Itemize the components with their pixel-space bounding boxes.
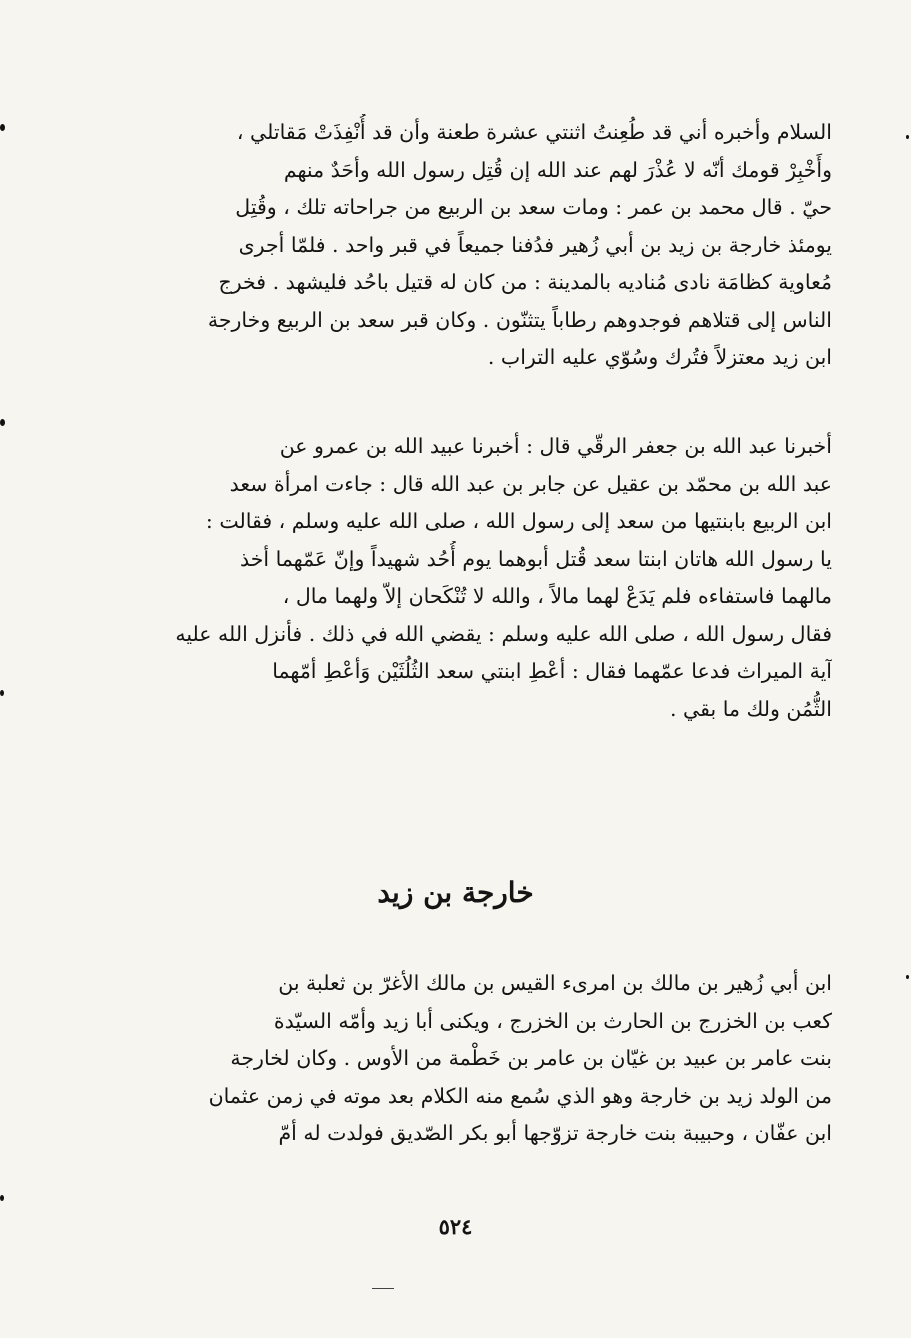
text-line: من الولد زيد بن خارجة وهو الذي سُمع منه الكلام بعد موته في زمن عثمان xyxy=(208,1083,832,1108)
paragraph-1 xyxy=(108,114,832,377)
paragraph-3 xyxy=(108,965,832,1153)
margin-speck xyxy=(0,419,5,426)
margin-speck xyxy=(906,975,909,979)
text-line: الناس إلى قتلاهم فوجدوهم رطاباً يتثنّون . وكان قبر سعد بن الربيع وخارجة xyxy=(207,307,832,332)
text-line: ابن عفّان ، وحبيبة بنت خارجة تزوّجها أبو بكر الصّديق فولدت له أمّ xyxy=(278,1121,832,1145)
text-line: بنت عامر بن عبيد بن غيّان بن عامر بن خَطْمة من الأوس . وكان لخارجة xyxy=(230,1046,832,1070)
text-line: وأَخْبِرْ قومك أنّه لا عُذْرَ لهم عند الله إن قُتِل رسول الله وأحَدٌ منهم xyxy=(283,157,832,182)
text-line: يا رسول الله هاتان ابنتا سعد قُتل أبوهما يوم أُحُد شهيداً وإنّ عَمّهما أخذ xyxy=(239,546,832,571)
page-number: ٥٢٤ xyxy=(438,1214,473,1239)
text-line: مالهما فاستفاءه فلم يَدَعْ لهما مالاً ، والله لا تُنْكَحان إلاّ ولهما مال ، xyxy=(282,584,832,608)
text-line: ابن أبي زُهير بن مالك بن امرىء القيس بن مالك الأغرّ بن ثعلبة بن xyxy=(278,971,832,995)
text-line: كعب بن الخزرج بن الحارث بن الخزرج ، ويكنى أبا زيد وأمّه السيّدة xyxy=(273,1008,832,1033)
text-line: آية الميراث فدعا عمّهما فقال : أعْطِ ابنتي سعد الثُلُثَيْن وَأعْطِ أمّهما xyxy=(272,659,832,683)
text-line: أخبرنا عبد الله بن جعفر الرقّي قال : أخبرنا عبيد الله بن عمرو عن xyxy=(279,434,832,458)
margin-speck xyxy=(0,690,4,696)
margin-speck xyxy=(0,1195,4,1201)
paragraph-2 xyxy=(108,428,832,728)
scan-mark xyxy=(372,1288,394,1289)
text-line: مُعاوية كظامَة نادى مُناديه بالمدينة : من كان له قتيل باحُد فليشهد . فخرج xyxy=(218,270,832,294)
text-line: فقال رسول الله ، صلى الله عليه وسلم : يقضي الله في ذلك . فأنزل الله عليه xyxy=(175,621,832,646)
text-line: السلام وأخبره أني قد طُعِنتُ اثنتي عشرة طعنة وأن قد أُنْفِذَتْ مَقاتلي ، xyxy=(236,120,832,144)
margin-speck xyxy=(0,124,5,131)
text-line: يومئذ خارجة بن زيد بن أبي زُهير فدُفنا جميعاً في قبر واحد . فلمّا أجرى xyxy=(238,232,832,257)
section-heading: خارجة بن زيد xyxy=(377,876,534,909)
text-line: عبد الله بن محمّد بن عقيل عن جابر بن عبد الله قال : جاءت امرأة سعد xyxy=(229,471,832,496)
text-line: الثُّمُن ولك ما بقي . xyxy=(670,696,832,721)
margin-speck xyxy=(906,135,909,139)
text-line: ابن الربيع بابنتيها من سعد إلى رسول الله ، صلى الله عليه وسلم ، فقالت : xyxy=(205,509,832,533)
text-line: ابن زيد معتزلاً فتُرك وسُوّي عليه التراب . xyxy=(487,345,832,369)
text-line: حيّ . قال محمد بن عمر : ومات سعد بن الربيع من جراحاته تلك ، وقُتِل xyxy=(235,195,832,219)
